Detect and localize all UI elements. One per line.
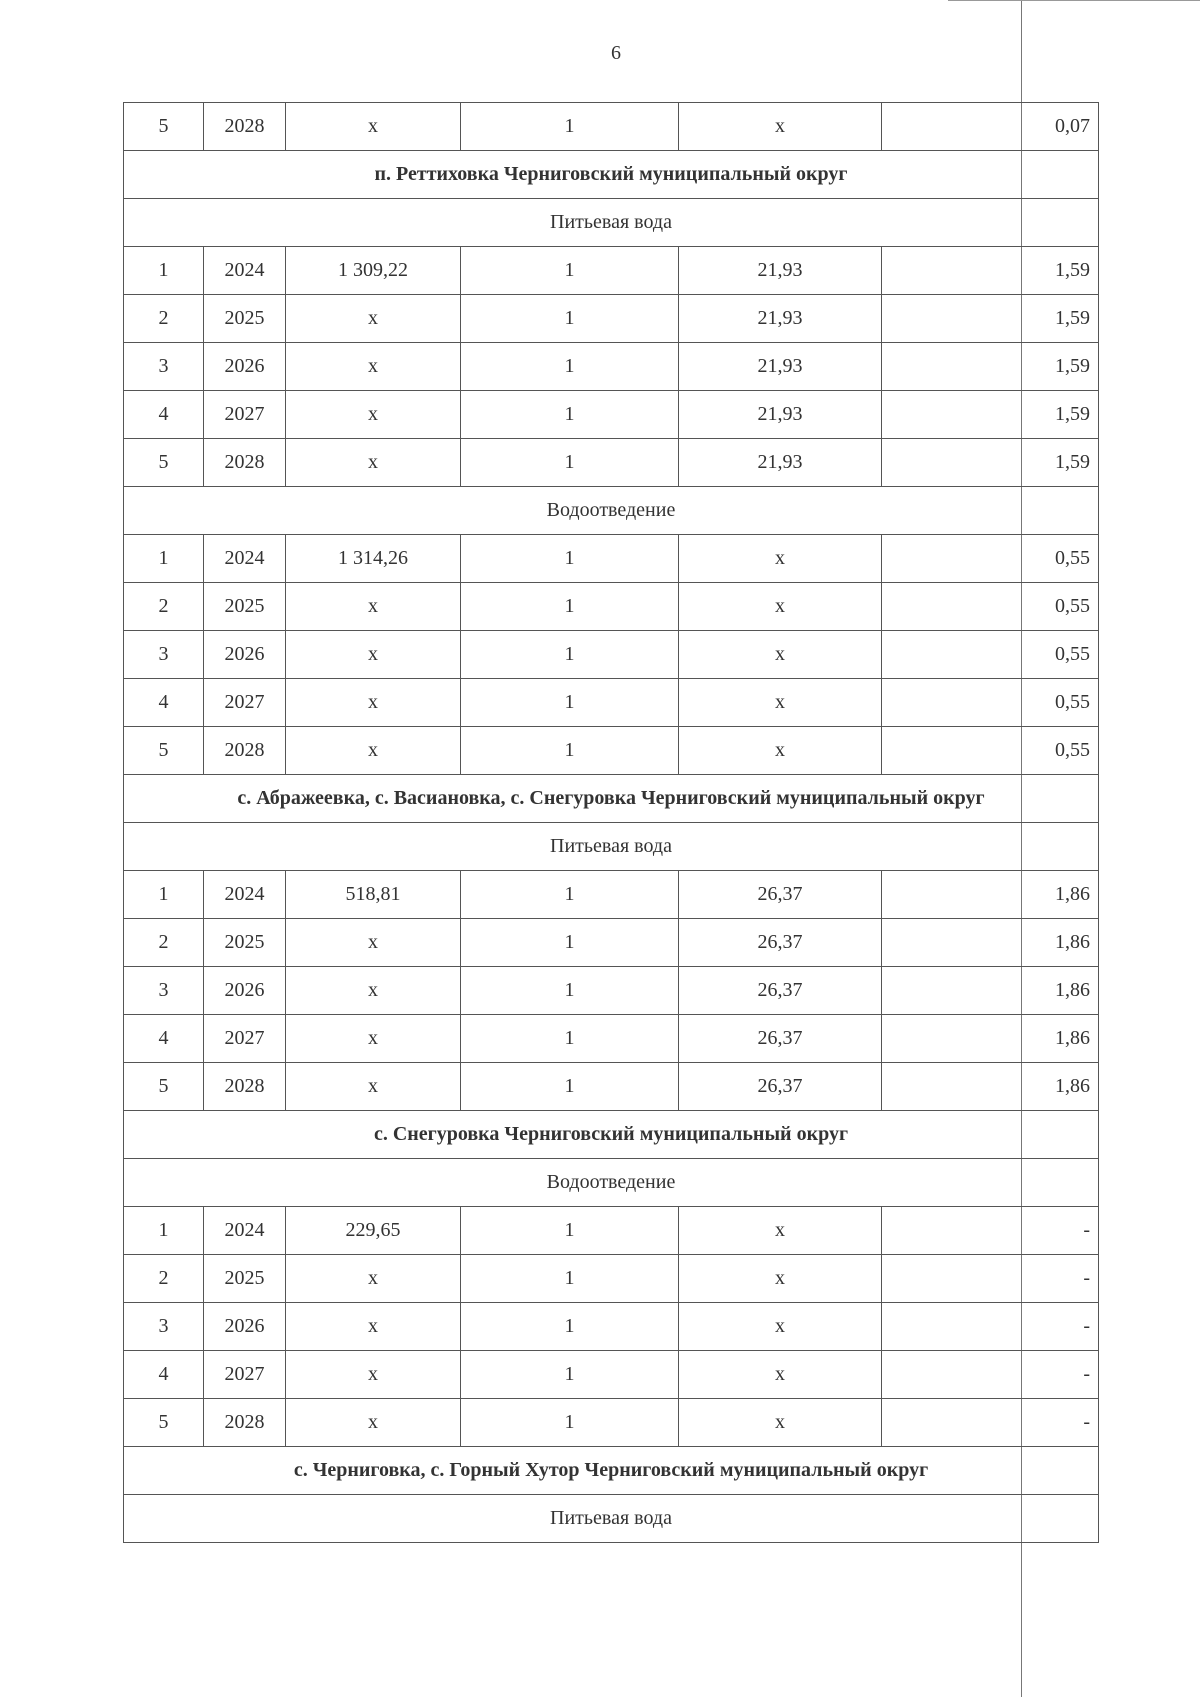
- cell-value: x: [286, 679, 461, 727]
- cell-index: 1: [461, 679, 679, 727]
- cell-row-number: 2: [124, 583, 204, 631]
- cell-share: 0,07: [882, 103, 1099, 151]
- table-row: [124, 391, 1099, 439]
- cell-tariff: 26,37: [679, 919, 882, 967]
- section-heading: [124, 151, 1099, 199]
- cell-index: 1: [461, 727, 679, 775]
- section-heading: [124, 775, 1099, 823]
- table-row: [124, 583, 1099, 631]
- cell-row-number: 2: [124, 295, 204, 343]
- cell-row-number: 3: [124, 1303, 204, 1351]
- cell-share: -: [882, 1351, 1099, 1399]
- section-title: п. Реттиховка Черниговский муниципальный округ: [124, 151, 1099, 199]
- cell-row-number: 5: [124, 727, 204, 775]
- cell-index: 1: [461, 631, 679, 679]
- cell-index: 1: [461, 871, 679, 919]
- cell-tariff: x: [679, 535, 882, 583]
- cell-value: x: [286, 631, 461, 679]
- cell-index: 1: [461, 343, 679, 391]
- cell-value: x: [286, 295, 461, 343]
- cell-value: x: [286, 727, 461, 775]
- cell-row-number: 1: [124, 247, 204, 295]
- tariff-table: [123, 102, 1099, 1543]
- cell-year: 2027: [204, 679, 286, 727]
- table-row: [124, 103, 1099, 151]
- cell-share: 0,55: [882, 727, 1099, 775]
- cell-year: 2026: [204, 967, 286, 1015]
- cell-year: 2024: [204, 535, 286, 583]
- table-row: [124, 679, 1099, 727]
- cell-tariff: x: [679, 727, 882, 775]
- cell-tariff: 21,93: [679, 391, 882, 439]
- cell-row-number: 1: [124, 1207, 204, 1255]
- cell-index: 1: [461, 1063, 679, 1111]
- cell-year: 2027: [204, 391, 286, 439]
- cell-value: x: [286, 1063, 461, 1111]
- cell-share: 1,86: [882, 871, 1099, 919]
- cell-tariff: x: [679, 1207, 882, 1255]
- cell-value: x: [286, 439, 461, 487]
- cell-tariff: 21,93: [679, 295, 882, 343]
- scan-edge-line-top: [948, 0, 1200, 1]
- cell-tariff: 21,93: [679, 343, 882, 391]
- cell-share: 0,55: [882, 631, 1099, 679]
- cell-index: 1: [461, 1015, 679, 1063]
- cell-value: x: [286, 1015, 461, 1063]
- cell-share: -: [882, 1255, 1099, 1303]
- cell-year: 2024: [204, 247, 286, 295]
- cell-year: 2025: [204, 295, 286, 343]
- cell-index: 1: [461, 103, 679, 151]
- table-row: [124, 967, 1099, 1015]
- table-row: [124, 247, 1099, 295]
- cell-share: -: [882, 1303, 1099, 1351]
- cell-index: 1: [461, 247, 679, 295]
- cell-index: 1: [461, 1255, 679, 1303]
- cell-year: 2025: [204, 583, 286, 631]
- cell-index: 1: [461, 295, 679, 343]
- cell-year: 2024: [204, 1207, 286, 1255]
- cell-year: 2028: [204, 727, 286, 775]
- table-row: [124, 535, 1099, 583]
- cell-tariff: 26,37: [679, 1015, 882, 1063]
- cell-row-number: 5: [124, 103, 204, 151]
- cell-index: 1: [461, 1399, 679, 1447]
- cell-year: 2024: [204, 871, 286, 919]
- cell-share: -: [882, 1399, 1099, 1447]
- category-row: [124, 823, 1099, 871]
- cell-share: 1,59: [882, 295, 1099, 343]
- cell-share: -: [882, 1207, 1099, 1255]
- cell-year: 2027: [204, 1015, 286, 1063]
- cell-row-number: 4: [124, 679, 204, 727]
- cell-row-number: 4: [124, 391, 204, 439]
- cell-index: 1: [461, 583, 679, 631]
- cell-year: 2026: [204, 343, 286, 391]
- cell-share: 1,86: [882, 919, 1099, 967]
- cell-value: x: [286, 967, 461, 1015]
- category-label: Питьевая вода: [124, 823, 1099, 871]
- cell-value: x: [286, 1303, 461, 1351]
- cell-index: 1: [461, 1207, 679, 1255]
- cell-year: 2028: [204, 439, 286, 487]
- table-row: [124, 631, 1099, 679]
- table-row: [124, 871, 1099, 919]
- cell-value: 1 314,26: [286, 535, 461, 583]
- category-row: [124, 487, 1099, 535]
- cell-year: 2026: [204, 1303, 286, 1351]
- cell-tariff: x: [679, 583, 882, 631]
- cell-value: x: [286, 919, 461, 967]
- cell-row-number: 2: [124, 919, 204, 967]
- category-label: Водоотведение: [124, 1159, 1099, 1207]
- cell-share: 1,86: [882, 967, 1099, 1015]
- cell-tariff: x: [679, 1399, 882, 1447]
- cell-index: 1: [461, 391, 679, 439]
- table-row: [124, 727, 1099, 775]
- cell-share: 1,59: [882, 247, 1099, 295]
- cell-share: 0,55: [882, 535, 1099, 583]
- table-row: [124, 1063, 1099, 1111]
- page-number: 6: [611, 42, 621, 64]
- cell-tariff: x: [679, 1255, 882, 1303]
- section-heading: [124, 1447, 1099, 1495]
- cell-index: 1: [461, 967, 679, 1015]
- cell-share: 0,55: [882, 679, 1099, 727]
- cell-share: 1,59: [882, 343, 1099, 391]
- cell-year: 2028: [204, 1399, 286, 1447]
- cell-value: x: [286, 1351, 461, 1399]
- cell-row-number: 3: [124, 631, 204, 679]
- cell-value: x: [286, 1255, 461, 1303]
- table-row: [124, 295, 1099, 343]
- cell-value: 518,81: [286, 871, 461, 919]
- cell-value: x: [286, 343, 461, 391]
- cell-row-number: 4: [124, 1015, 204, 1063]
- cell-share: 0,55: [882, 583, 1099, 631]
- table-row: [124, 1015, 1099, 1063]
- table-row: [124, 919, 1099, 967]
- section-title: с. Снегуровка Черниговский муниципальный округ: [124, 1111, 1099, 1159]
- table-row: [124, 439, 1099, 487]
- cell-year: 2025: [204, 1255, 286, 1303]
- cell-year: 2026: [204, 631, 286, 679]
- table-row: [124, 1399, 1099, 1447]
- cell-index: 1: [461, 439, 679, 487]
- cell-tariff: 26,37: [679, 871, 882, 919]
- cell-year: 2025: [204, 919, 286, 967]
- category-label: Питьевая вода: [124, 1495, 1099, 1543]
- cell-index: 1: [461, 1351, 679, 1399]
- cell-year: 2027: [204, 1351, 286, 1399]
- cell-index: 1: [461, 1303, 679, 1351]
- cell-row-number: 3: [124, 967, 204, 1015]
- cell-tariff: 21,93: [679, 247, 882, 295]
- cell-row-number: 2: [124, 1255, 204, 1303]
- cell-tariff: x: [679, 1351, 882, 1399]
- cell-value: x: [286, 391, 461, 439]
- category-row: [124, 1159, 1099, 1207]
- cell-value: x: [286, 103, 461, 151]
- table-row: [124, 1255, 1099, 1303]
- cell-tariff: x: [679, 631, 882, 679]
- cell-value: x: [286, 583, 461, 631]
- table-row: [124, 343, 1099, 391]
- table-row: [124, 1303, 1099, 1351]
- cell-tariff: 21,93: [679, 439, 882, 487]
- cell-year: 2028: [204, 1063, 286, 1111]
- cell-row-number: 5: [124, 439, 204, 487]
- cell-row-number: 1: [124, 871, 204, 919]
- cell-share: 1,86: [882, 1063, 1099, 1111]
- section-title: с. Черниговка, с. Горный Хутор Черниговский муниципальный округ: [124, 1447, 1099, 1495]
- cell-tariff: 26,37: [679, 967, 882, 1015]
- cell-value: x: [286, 1399, 461, 1447]
- category-row: [124, 1495, 1099, 1543]
- section-heading: [124, 1111, 1099, 1159]
- category-label: Водоотведение: [124, 487, 1099, 535]
- cell-row-number: 5: [124, 1063, 204, 1111]
- cell-value: 1 309,22: [286, 247, 461, 295]
- cell-index: 1: [461, 919, 679, 967]
- cell-share: 1,86: [882, 1015, 1099, 1063]
- table-row: [124, 1351, 1099, 1399]
- cell-row-number: 4: [124, 1351, 204, 1399]
- cell-tariff: 26,37: [679, 1063, 882, 1111]
- cell-year: 2028: [204, 103, 286, 151]
- cell-value: 229,65: [286, 1207, 461, 1255]
- table-row: [124, 1207, 1099, 1255]
- cell-row-number: 3: [124, 343, 204, 391]
- cell-share: 1,59: [882, 391, 1099, 439]
- cell-row-number: 5: [124, 1399, 204, 1447]
- cell-tariff: x: [679, 679, 882, 727]
- category-label: Питьевая вода: [124, 199, 1099, 247]
- cell-row-number: 1: [124, 535, 204, 583]
- cell-share: 1,59: [882, 439, 1099, 487]
- cell-tariff: x: [679, 103, 882, 151]
- cell-tariff: x: [679, 1303, 882, 1351]
- category-row: [124, 199, 1099, 247]
- section-title: с. Абражеевка, с. Васиановка, с. Снегуровка Черниговский муниципальный округ: [124, 775, 1099, 823]
- cell-index: 1: [461, 535, 679, 583]
